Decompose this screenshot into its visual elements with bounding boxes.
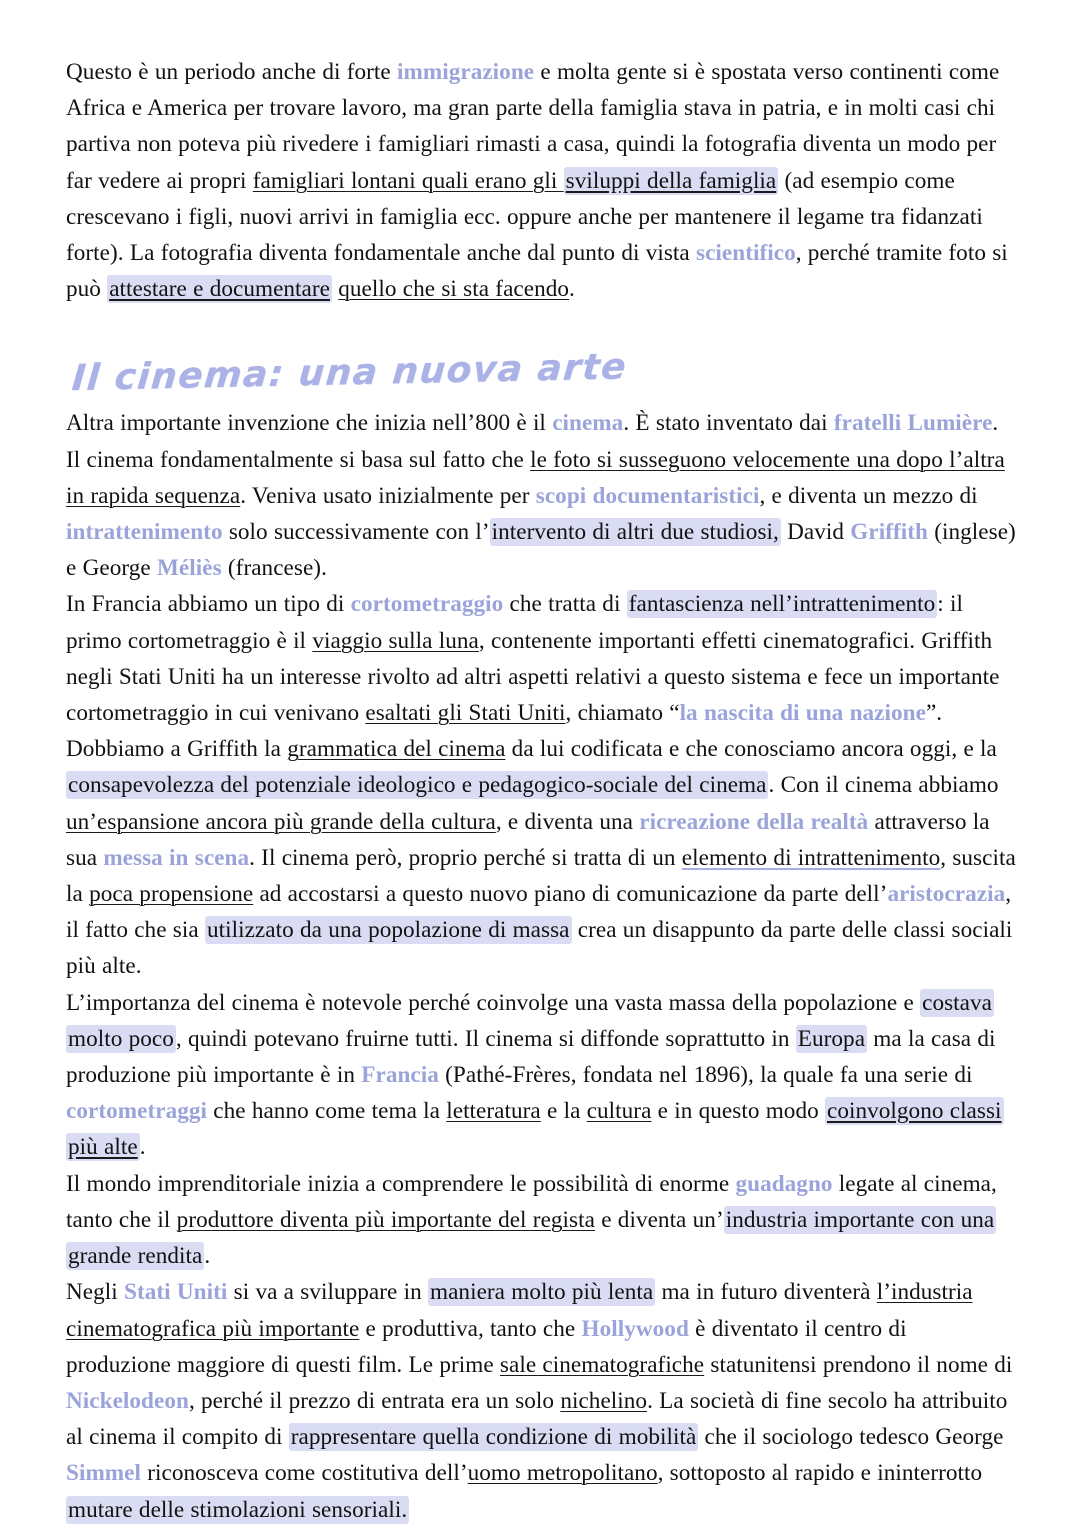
keyword-text: intrattenimento xyxy=(66,519,223,546)
paragraph-invention-of-cinema: Altra importante invenzione che inizia nell’800 è il cinema. È stato inventato dai fratelli Lumière. Il cinema fondamentalmente si basa sul fatto che le foto si susseguono velocemente una dopo l’altra in rapida sequenza. Veniva usato inizialmente per scopi documentaristici, e diventa un mezzo di intrattenimento solo successivamente con l’intervento di altri due studiosi, David Griffith (inglese) e George Méliès (francese). xyxy=(66,410,1016,582)
underlined-text: esaltati gli Stati Uniti xyxy=(365,700,566,727)
keyword-text: Stati Uniti xyxy=(124,1279,228,1306)
keyword-text: la nascita di una nazione xyxy=(679,700,926,727)
keyword-text: cortometraggio xyxy=(350,591,504,618)
keyword-text: Francia xyxy=(361,1062,439,1089)
underlined-text: poca propensione xyxy=(89,881,254,908)
keyword-text: messa in scena xyxy=(103,844,250,871)
keyword-text: Simmel xyxy=(66,1460,142,1487)
highlighted-text: intervento di altri due studiosi, xyxy=(491,519,779,546)
keyword-text: Nickelodeon xyxy=(66,1387,189,1414)
underlined-text: nichelino xyxy=(560,1387,648,1414)
paragraph-importance-and-diffusion: L’importanza del cinema è notevole perché coinvolge una vasta massa della popolazione e costava molto poco, quindi potevano fruirne tutti. Il cinema si diffonde soprattutto in Europa ma la casa di produzione più importante è in Francia (Pathé-Frères, fondata nel 1896), la quale fa una serie di cortometraggi che hanno come tema la letteratura e la cultura e in questo modo coinvolgono classi più alte. xyxy=(66,989,1002,1161)
highlighted-underlined-text: sviluppi della famiglia xyxy=(565,167,777,194)
keyword-text: aristocrazia xyxy=(887,881,1006,908)
keyword-text: scientifico xyxy=(696,240,796,267)
highlighted-text: rappresentare quella condizione di mobilità xyxy=(290,1424,697,1451)
underlined-text: cultura xyxy=(586,1098,652,1125)
keyword-text: cinema xyxy=(552,410,624,437)
section-heading-cinema: Il cinema: una nuova arte xyxy=(70,346,629,400)
highlighted-text: utilizzato da una popolazione di massa xyxy=(206,917,570,944)
underlined-text: quello che si sta facendo xyxy=(338,276,570,303)
keyword-text: cortometraggi xyxy=(66,1098,207,1125)
underlined-text: viaggio sulla luna xyxy=(312,627,479,654)
highlighted-text: consapevolezza del potenziale ideologico e pedagogico-sociale del cinema xyxy=(68,772,767,799)
highlighted-underlined-text: attestare e documentare xyxy=(109,276,331,303)
highlighted-text: Europa xyxy=(797,1025,866,1052)
underlined-text: letteratura xyxy=(446,1098,541,1125)
underlined-text: un’espansione ancora più grande della cultura xyxy=(66,808,496,835)
keyword-text: immigrazione xyxy=(397,59,535,85)
highlighted-text: maniera molto più lenta xyxy=(430,1279,654,1306)
highlighted-underlined-text: coinvolgono classi più alte xyxy=(68,1098,1002,1161)
keyword-text: Méliès xyxy=(156,555,222,582)
paragraph-france-and-griffith: In Francia abbiamo un tipo di cortometraggio che tratta di fantascienza nell’intrattenimento: il primo cortometraggio è il viaggio sulla luna, contenente importanti effetti cinematografici. Griffith negli Stati Uniti ha un interesse rivolto ad altri aspetti relativi a questo sistema e fece un importante cortometraggio in cui venivano esaltati gli Stati Uniti, chiamato “la nascita di una nazione”. Dobbiamo a Griffith la grammatica del cinema da lui codificata e che conosciamo ancora oggi, e la consapevolezza del potenziale ideologico e pedagogico-sociale del cinema. Con il cinema abbiamo un’espansione ancora più grande della cultura, e diventa una ricreazione della realtà attraverso la sua messa in scena. Il cinema però, proprio perché si tratta di un elemento di intrattenimento, suscita la poca propensione ad accostarsi a questo nuovo piano di comunicazione da parte dell’aristocrazia, il fatto che sia utilizzato da una popolazione di massa crea un disappunto da parte delle classi sociali più alte. xyxy=(66,591,1016,980)
underlined-text: le foto si susseguono velocemente una dopo l’altra in rapida sequenza xyxy=(66,446,1005,509)
highlighted-text: mutare delle stimolazioni sensoriali. xyxy=(68,1496,408,1523)
underlined-text: uomo metropolitano xyxy=(467,1460,658,1487)
underlined-text: famigliari lontani quali erano gli xyxy=(252,167,564,194)
highlighted-text: costava molto poco xyxy=(68,989,992,1052)
highlighted-text: industria importante con una grande rendita xyxy=(68,1206,995,1270)
underlined-text: l’industria cinematografica più importante xyxy=(66,1279,973,1342)
paragraph-business-world: Il mondo imprenditoriale inizia a comprendere le possibilità di enorme guadagno legate al cinema, tanto che il produttore diventa più importante del regista e diventa un’industria importante con una grande rendita. xyxy=(66,1170,997,1270)
keyword-text: scopi documentaristici xyxy=(535,482,760,509)
paragraph-immigration: Questo è un periodo anche di forte immigrazione e molta gente si è spostata verso continenti come Africa e America per trovare lavoro, ma gran parte della famiglia stava in patria, e in molti casi chi partiva non poteva più rivedere i famigliari rimasti a casa, quindi la fotografia diventa un modo per far vedere ai propri famigliari lontani quali erano gli sviluppi della famiglia (ad esempio come crescevano i figli, nuovi arrivi in famiglia ecc. oppure anche per mantenere il legame tra fidanzati forte). La fotografia diventa fondamentale anche dal punto di vista scientifico, perché tramite foto si può attestare e documentare quello che si sta facendo. xyxy=(66,59,1008,303)
section-heading-wrap xyxy=(66,346,1016,405)
keyword-text: guadagno xyxy=(735,1170,833,1197)
keyword-text: Griffith xyxy=(850,519,928,546)
highlighted-text: fantascienza nell’intrattenimento xyxy=(628,591,936,618)
keyword-text: fratelli Lumière xyxy=(833,410,993,437)
underlined-text: grammatica del cinema xyxy=(287,736,506,763)
blue-underlined-text: elemento di intrattenimento xyxy=(681,844,941,871)
keyword-text: Hollywood xyxy=(581,1315,689,1342)
keyword-text: ricreazione della realtà xyxy=(639,808,869,835)
underlined-text: produttore diventa più importante del regista xyxy=(176,1206,595,1233)
underlined-text: sale cinematografiche xyxy=(499,1351,705,1378)
paragraph-united-states-hollywood: Negli Stati Uniti si va a sviluppare in maniera molto più lenta ma in futuro diventerà l’industria cinematografica più importante e produttiva, tanto che Hollywood è diventato il centro di produzione maggiore di questi film. Le prime sale cinematografiche statunitensi prendono il nome di Nickelodeon, perché il prezzo di entrata era un solo nichelino. La società di fine secolo ha attribuito al cinema il compito di rappresentare quella condizione di mobilità che il sociologo tedesco George Simmel riconosceva come costitutiva dell’uomo metropolitano, sottoposto al rapido e ininterrotto mutare delle stimolazioni sensoriali. xyxy=(66,1279,1013,1523)
